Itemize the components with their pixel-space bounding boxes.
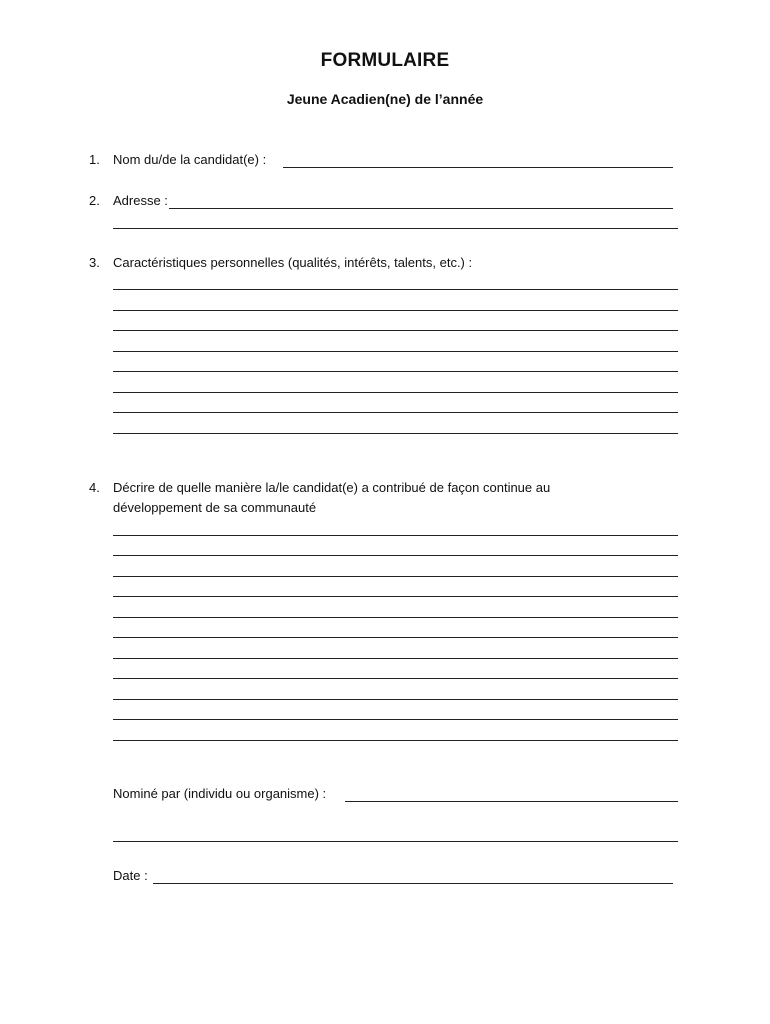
nominated-by-label: Nominé par (individu ou organisme) : [113, 786, 327, 801]
question-number: 1. [89, 152, 100, 167]
contribution-line[interactable] [113, 684, 678, 700]
candidate-name-label: Nom du/de la candidat(e) : [113, 152, 267, 167]
contribution-line[interactable] [113, 704, 678, 720]
characteristics-line[interactable] [113, 295, 678, 311]
contribution-line[interactable] [113, 520, 678, 536]
contribution-line[interactable] [113, 561, 678, 577]
characteristics-line[interactable] [113, 377, 678, 393]
contribution-line[interactable] [113, 602, 678, 618]
characteristics-line[interactable] [113, 397, 678, 413]
nominated-by-field[interactable] [345, 786, 678, 802]
question-number: 3. [89, 255, 100, 270]
contribution-line[interactable] [113, 622, 678, 638]
question-number: 4. [89, 480, 100, 495]
candidate-name-field[interactable] [283, 152, 673, 168]
characteristics-line[interactable] [113, 274, 678, 290]
page-title: FORMULAIRE [320, 50, 450, 71]
contribution-line[interactable] [113, 643, 678, 659]
nominated-by-field-line-2[interactable] [113, 826, 678, 842]
contribution-label-line-2: développement de sa communauté [113, 500, 317, 515]
contribution-line[interactable] [113, 581, 678, 597]
page-subtitle: Jeune Acadien(ne) de l’année [286, 91, 484, 107]
address-field-line-2[interactable] [113, 213, 678, 229]
contribution-line[interactable] [113, 540, 678, 556]
contribution-line[interactable] [113, 725, 678, 741]
characteristics-line[interactable] [113, 356, 678, 372]
address-field[interactable] [169, 193, 673, 209]
characteristics-line[interactable] [113, 315, 678, 331]
question-number: 2. [89, 193, 100, 208]
date-label: Date : [113, 868, 148, 883]
characteristics-line[interactable] [113, 418, 678, 434]
contribution-line[interactable] [113, 663, 678, 679]
contribution-label-line-1: Décrire de quelle manière la/le candidat(e) a contribué de façon continue au [113, 480, 551, 495]
address-label: Adresse : [113, 193, 168, 208]
personal-characteristics-label: Caractéristiques personnelles (qualités, intérêts, talents, etc.) : [113, 255, 473, 270]
characteristics-line[interactable] [113, 336, 678, 352]
date-field[interactable] [153, 868, 673, 884]
